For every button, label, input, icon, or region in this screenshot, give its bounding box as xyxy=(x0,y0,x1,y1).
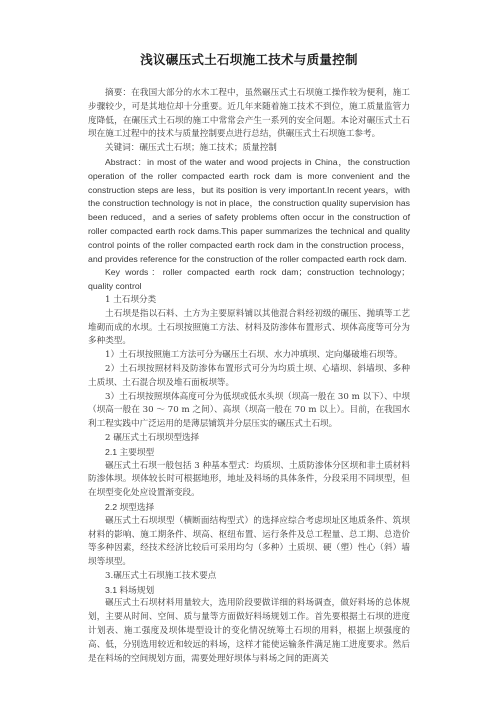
section-2-1-heading: 2.1 主要坝型 xyxy=(105,446,155,457)
section-1-item-2: 2）土石坝按照材料及防渗体布置形式可分为均质土坝、心墙坝、斜墙坝、多种土质坝、土石混合坝及堆石面板坝等。 xyxy=(88,363,410,388)
keywords-en: Key words：roller compacted earth rock dam；construction technology；quality control xyxy=(88,267,410,292)
section-2-heading: 2 碾压式土石坝坝型选择 xyxy=(105,432,200,443)
keywords-cn: 关键词：碾压式土石坝；施工技术；质量控制 xyxy=(105,143,277,154)
page-title: 浅议碾压式土石坝施工技术与质量控制 xyxy=(140,52,358,67)
abstract-cn: 摘要：在我国大部分的水木工程中，虽然碾压式土石坝施工操作较为便利，施工步骤较少，可是其地位却十分重要。近几年来随着施工技术不到位，施工质量监管力度降低，在碾压式土石坝的施工中常常会产生一系列的安全问题。本论对碾压式土石坝在施工过程中的技术与质量控制要点进行总结，供碾压式土石坝施工参考。 xyxy=(88,88,410,140)
section-1-item-3: 3）土石坝按照坝体高度可分为低坝或低水头坝（坝高一般在 30 m 以下）、中坝（坝高一般在 30 ～ 70 m 之间）、高坝（坝高一般在 70 m 以上）。目前，在我国水利工程实践中广泛运用的是薄层铺筑并分层压实的碾压式土石坝。 xyxy=(88,391,410,430)
section-1-item-1: 1）土石坝按照施工方法可分为碾压土石坝、水力冲填坝、定向爆破堆石坝等。 xyxy=(105,350,403,361)
section-3-1-text: 碾压式土石坝材料用量较大，选用阶段要做详细的料场调查，做好料场的总体规划，主要从时间、空间、质与量等方面做好料场规划工作。首先要根据土石坝的进度计划表、施工强度及坝体堤型设计的变化情况统筹土石坝的用料，根据上坝强度的高、低，分别选用较近和较远的料场，这样才能使运输条件满足施工进度要求。然后是在料场的空间规划方面，需要处理好坝体与料场之间的距离关 xyxy=(88,598,410,664)
abstract-en: Abstract：in most of the water and wood projects in China，the construction operation of the roller compacted earth rock dam is more convenient and the construction steps are less，but its position is very important.In recent years，with the construction technology is not in place，the construction quality supervision has been reduced，and a series of safety problems often occur in the construction of roller compacted earth rock dams.This paper summarizes the technical and quality control points of the roller compacted earth rock dam in the construction process，and provides reference for the construction of the roller compacted earth rock dam. xyxy=(88,156,410,264)
section-2-1-text: 碾压式土石坝一般包括 3 种基本型式：均质坝、土质防渗体分区坝和非土质材料防渗体坝。坝体较长时可根据地形，地址及料场的具体条件，分段采用不同坝型，但在坝型变化处应设置渐变段。 xyxy=(88,460,410,499)
section-3-heading: 3.碾压式土石坝施工技术要点 xyxy=(105,570,217,581)
section-2-2-heading: 2.2 坝型选择 xyxy=(105,501,155,512)
section-2-2-text: 碾压式土石坝坝型（横断面结构型式）的选择应综合考虑坝址区地质条件、筑坝材料的影响、施工期条件、坝高、枢纽布置、运行条件及总工程量、总工期、总造价等多种因素，经技术经济比较后可采用均匀（多种）土质坝、硬（塑）性心（斜）墙坝等坝型。 xyxy=(88,515,410,568)
section-1-intro: 土石坝是指以石料、土方为主要原料铺以其他混合料经初级的碾压、抛填等工艺堆砌而成的水坝。土石坝按照施工方法、材料及防渗体布置形式、坝体高度等可分为多种类型。 xyxy=(88,308,410,347)
section-3-1-heading: 3.1 料场规划 xyxy=(105,584,155,595)
section-1-heading: 1 土石坝分类 xyxy=(105,294,157,305)
